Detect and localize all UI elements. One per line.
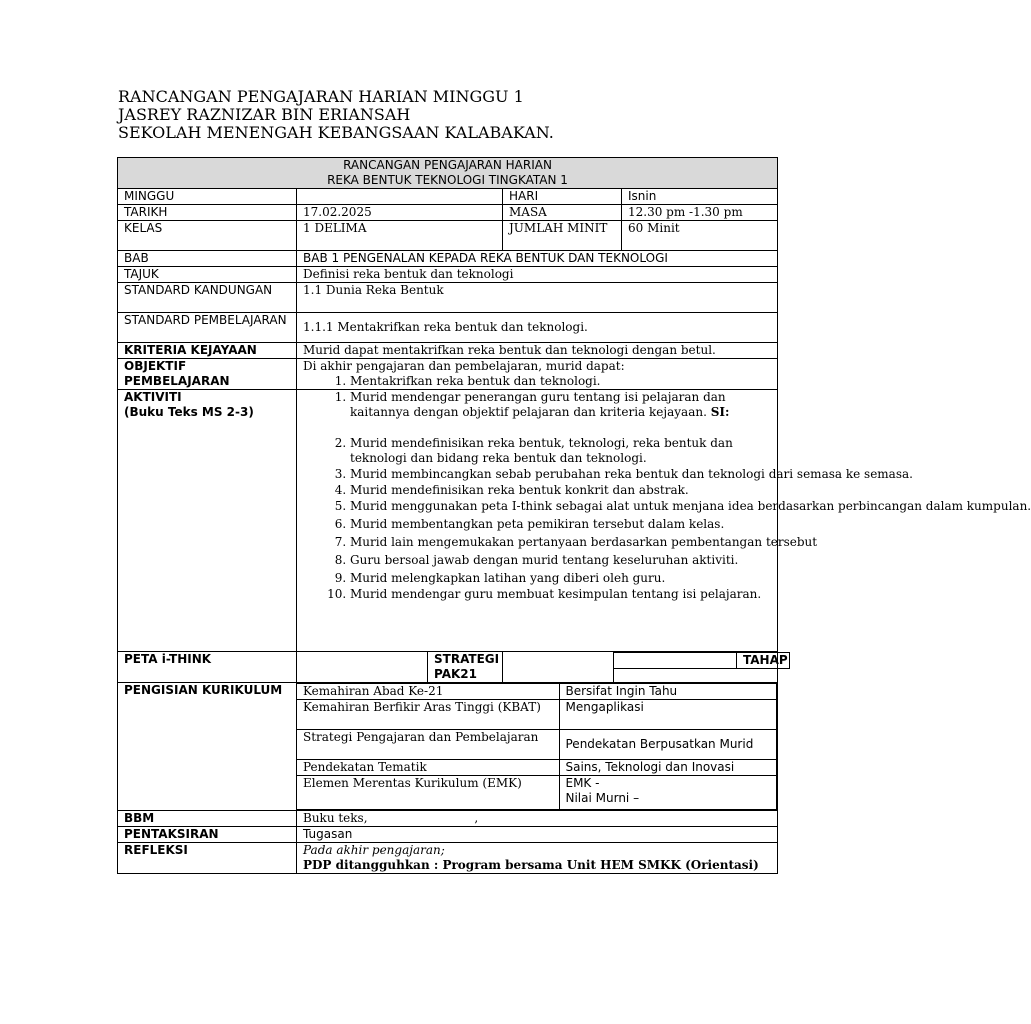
aktiviti-title: AKTIVITI — [124, 390, 182, 404]
table-row: Kemahiran Abad Ke-21 Bersifat Ingin Tahu — [297, 684, 777, 700]
row-bbm — [118, 811, 778, 827]
table-title-row — [118, 158, 778, 189]
row-bab — [118, 251, 778, 267]
row-peta-ithink — [118, 652, 778, 683]
row-pentaksiran — [118, 827, 778, 843]
strategi-pak21-value — [503, 652, 614, 683]
strategi-pak21-label: STRATEGI PAK21 — [428, 652, 503, 683]
list-item: 9. Murid melengkapkan latihan yang diberi oleh guru. — [350, 571, 771, 586]
standard-kandungan-value: 1.1 Dunia Reka Bentuk — [297, 283, 778, 313]
table-row: Pendekatan Tematik Sains, Teknologi dan Inovasi — [297, 760, 777, 776]
row-tarikh — [118, 205, 778, 221]
row-kriteria-kejayaan — [118, 343, 778, 359]
row-pengisian-kurikulum — [118, 683, 778, 811]
table-row: Strategi Pengajaran dan Pembelajaran Pendekatan Berpusatkan Murid — [297, 730, 777, 760]
row-refleksi — [118, 843, 778, 874]
list-item: 2. Murid mendefinisikan reka bentuk, teknologi, reka bentuk dan teknologi dan bidang reka bentuk dan teknologi. — [350, 436, 771, 466]
list-item: 3. Murid membincangkan sebab perubahan reka bentuk dan teknologi dari semasa ke semasa. — [350, 467, 771, 482]
row-kelas — [118, 221, 778, 251]
row-tajuk — [118, 267, 778, 283]
refleksi-label: REFLEKSI — [118, 843, 297, 874]
row-standard-kandungan — [118, 283, 778, 313]
refleksi-value — [297, 843, 778, 874]
objektif-list — [303, 374, 771, 389]
list-item: 4. Murid mendefinisikan reka bentuk konkrit dan abstrak. — [350, 483, 771, 498]
pengisian-kurikulum-label: PENGISIAN KURIKULUM — [118, 683, 297, 811]
list-item: 1. Murid mendengar penerangan guru tentang isi pelajaran dan kaitannya dengan objektif pelajaran dan kriteria kejayaan. SI: — [350, 390, 771, 420]
bab-label: BAB — [118, 251, 297, 267]
minggu-label: MINGGU — [118, 189, 297, 205]
hari-value: Isnin — [622, 189, 778, 205]
pentaksiran-label: PENTAKSIRAN — [118, 827, 297, 843]
jumlah-minit-value: 60 Minit — [622, 221, 778, 251]
table-title-2: REKA BENTUK TEKNOLOGI TINGKATAN 1 — [327, 173, 568, 187]
aktiviti-list — [303, 390, 1031, 602]
kriteria-kejayaan-value: Murid dapat mentakrifkan reka bentuk dan teknologi dengan betul. — [297, 343, 778, 359]
lesson-plan-table — [117, 157, 1031, 874]
heading-teacher-name: JASREY RAZNIZAR BIN ERIANSAH — [118, 105, 411, 124]
masa-label: MASA — [503, 205, 622, 221]
objektif-label: OBJEKTIF PEMBELAJARAN — [118, 359, 297, 390]
minggu-value — [297, 189, 503, 205]
list-item: 5. Murid menggunakan peta I-think sebagai alat untuk menjana idea berdasarkan perbincangan dalam kumpulan. — [350, 499, 771, 514]
refleksi-line-2: PDP ditangguhkan : Program bersama Unit HEM SMKK (Orientasi) — [303, 858, 759, 872]
kelas-label: KELAS — [118, 221, 297, 251]
jumlah-minit-label: JUMLAH MINIT — [503, 221, 622, 251]
row-objektif — [118, 359, 778, 390]
standard-pembelajaran-value: 1.1.1 Mentakrifkan reka bentuk dan teknologi. — [297, 313, 778, 343]
masa-value: 12.30 pm -1.30 pm — [622, 205, 778, 221]
tajuk-label: TAJUK — [118, 267, 297, 283]
tarikh-label: TARIKH — [118, 205, 297, 221]
peta-ithink-value — [297, 652, 428, 683]
tarikh-value: 17.02.2025 — [297, 205, 503, 221]
list-item: 7. Murid lain mengemukakan pertanyaan berdasarkan pembentangan tersebut — [350, 535, 771, 550]
tahap-label: TAHAP — [737, 653, 790, 669]
bbm-value: Buku teks, , — [297, 811, 778, 827]
si-marker: SI: — [710, 405, 730, 419]
bab-value: BAB 1 PENGENALAN KEPADA REKA BENTUK DAN TEKNOLOGI — [297, 251, 778, 267]
peta-ithink-label: PETA i-THINK — [118, 652, 297, 683]
standard-pembelajaran-label: STANDARD PEMBELAJARAN — [118, 313, 297, 343]
list-item: 8. Guru bersoal jawab dengan murid tentang keseluruhan aktiviti. — [350, 553, 771, 568]
list-item: 10. Murid mendengar guru membuat kesimpulan tentang isi pelajaran. — [350, 587, 771, 602]
kelas-value: 1 DELIMA — [297, 221, 503, 251]
heading-title: RANCANGAN PENGAJARAN HARIAN MINGGU 1 — [118, 87, 524, 106]
aktiviti-subtitle: (Buku Teks MS 2-3) — [124, 405, 254, 419]
objektif-value — [297, 359, 778, 390]
tajuk-value: Definisi reka bentuk dan teknologi — [297, 267, 778, 283]
heading-school-name: SEKOLAH MENENGAH KEBANGSAAN KALABAKAN. — [118, 123, 554, 142]
row-standard-pembelajaran — [118, 313, 778, 343]
table-title-1: RANCANGAN PENGAJARAN HARIAN — [343, 158, 552, 172]
aktiviti-label — [118, 390, 297, 652]
hari-label: HARI — [503, 189, 622, 205]
bbm-label: BBM — [118, 811, 297, 827]
pentaksiran-value: Tugasan — [297, 827, 778, 843]
standard-kandungan-label: STANDARD KANDUNGAN — [118, 283, 297, 313]
nilai-murni-line: Nilai Murni – — [565, 791, 640, 805]
table-row: Kemahiran Berfikir Aras Tinggi (KBAT) Mengaplikasi — [297, 700, 777, 730]
list-item: 6. Murid membentangkan peta pemikiran tersebut dalam kelas. — [350, 517, 771, 532]
list-item: 1. Mentakrifkan reka bentuk dan teknologi. — [350, 374, 771, 389]
aktiviti-value — [297, 390, 1031, 652]
row-aktiviti — [118, 390, 778, 652]
row-minggu — [118, 189, 778, 205]
emk-line: EMK - — [565, 776, 600, 790]
pengisian-kurikulum-value — [297, 683, 778, 811]
refleksi-line-1: Pada akhir pengajaran; — [303, 843, 445, 857]
objektif-intro: Di akhir pengajaran dan pembelajaran, murid dapat: — [303, 359, 625, 373]
table-row: Elemen Merentas Kurikulum (EMK) EMK - Nilai Murni – — [297, 776, 777, 810]
document-heading — [118, 88, 554, 142]
kriteria-kejayaan-label: KRITERIA KEJAYAAN — [118, 343, 297, 359]
tahap-cell — [614, 652, 788, 683]
